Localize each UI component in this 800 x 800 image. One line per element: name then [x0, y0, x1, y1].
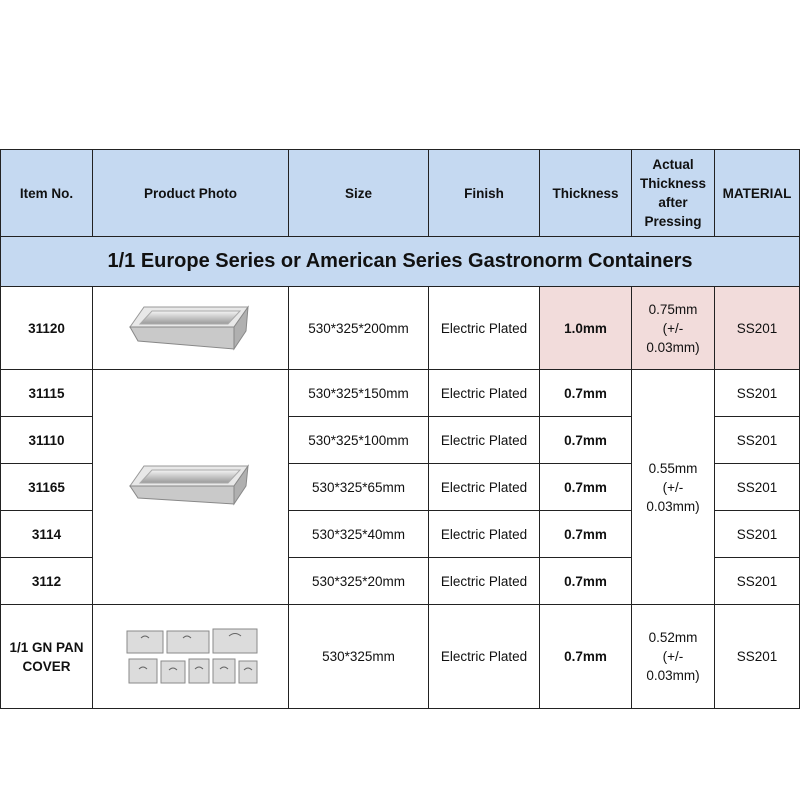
header-item-no: Item No.	[1, 150, 93, 237]
finish-cell: Electric Plated	[429, 558, 540, 605]
gastronorm-pan-image	[126, 456, 256, 518]
size-cell: 530*325*65mm	[289, 464, 429, 511]
cover-item-l2: COVER	[22, 658, 71, 674]
header-material: MATERIAL	[715, 150, 800, 237]
material-cell: SS201	[715, 287, 800, 370]
product-photo-cell	[93, 370, 289, 605]
spec-table	[0, 149, 800, 709]
size-cell: 530*325mm	[289, 605, 429, 709]
actual-tolerance-value: 0.03mm)	[646, 498, 700, 514]
item-no-cell: 31120	[1, 287, 93, 370]
actual-tolerance-value: 0.03mm)	[646, 668, 700, 683]
actual-value: 0.52mm	[648, 630, 698, 645]
size-cell: 530*325*20mm	[289, 558, 429, 605]
header-actual-l2: Thickness	[639, 176, 707, 191]
header-actual-l1: Actual	[652, 157, 694, 172]
section-title: 1/1 Europe Series or American Series Gastronorm Containers	[1, 237, 800, 287]
actual-tolerance-value: 0.03mm)	[646, 339, 700, 355]
finish-cell: Electric Plated	[429, 464, 540, 511]
finish-cell: Electric Plated	[429, 417, 540, 464]
header-photo: Product Photo	[93, 150, 289, 237]
actual-thickness-cell	[632, 287, 715, 370]
material-cell: SS201	[715, 605, 800, 709]
actual-tolerance-open: (+/-	[662, 320, 684, 336]
material-cell: SS201	[715, 417, 800, 464]
thickness-cell: 0.7mm	[540, 511, 632, 558]
actual-thickness-cell	[632, 370, 715, 605]
item-no-cell: 31110	[1, 417, 93, 464]
pan-cover-set-image	[121, 625, 261, 689]
finish-cell: Electric Plated	[429, 511, 540, 558]
thickness-cell: 0.7mm	[540, 464, 632, 511]
header-thickness: Thickness	[540, 150, 632, 237]
section-row	[1, 237, 800, 287]
table-row	[1, 370, 800, 417]
header-size: Size	[289, 150, 429, 237]
table-row	[1, 605, 800, 709]
thickness-cell: 0.7mm	[540, 605, 632, 709]
finish-cell: Electric Plated	[429, 287, 540, 370]
material-cell: SS201	[715, 464, 800, 511]
actual-tolerance-open: (+/-	[662, 479, 684, 495]
table-row	[1, 287, 800, 370]
actual-value: 0.55mm	[648, 460, 698, 476]
material-cell: SS201	[715, 511, 800, 558]
product-photo-cell	[93, 287, 289, 370]
header-actual-l4: Pressing	[644, 214, 702, 229]
gastronorm-pan-image	[126, 297, 256, 359]
material-cell: SS201	[715, 370, 800, 417]
header-finish: Finish	[429, 150, 540, 237]
thickness-cell: 0.7mm	[540, 370, 632, 417]
item-no-cell: 3112	[1, 558, 93, 605]
material-cell: SS201	[715, 558, 800, 605]
thickness-cell: 0.7mm	[540, 558, 632, 605]
item-no-cell: 31115	[1, 370, 93, 417]
actual-tolerance-open: (+/-	[662, 649, 684, 664]
size-cell: 530*325*150mm	[289, 370, 429, 417]
item-no-cell: 31165	[1, 464, 93, 511]
header-row	[1, 150, 800, 237]
size-cell: 530*325*40mm	[289, 511, 429, 558]
item-no-cell: 3114	[1, 511, 93, 558]
size-cell: 530*325*100mm	[289, 417, 429, 464]
header-actual-l3: after	[658, 195, 688, 210]
size-cell: 530*325*200mm	[289, 287, 429, 370]
finish-cell: Electric Plated	[429, 605, 540, 709]
actual-thickness-cell	[632, 605, 715, 709]
item-no-cell	[1, 605, 93, 709]
product-photo-cell	[93, 605, 289, 709]
cover-item-l1: 1/1 GN PAN	[9, 639, 84, 655]
header-actual-thickness	[632, 150, 715, 237]
finish-cell: Electric Plated	[429, 370, 540, 417]
thickness-cell: 1.0mm	[540, 287, 632, 370]
thickness-cell: 0.7mm	[540, 417, 632, 464]
actual-value: 0.75mm	[648, 301, 698, 317]
